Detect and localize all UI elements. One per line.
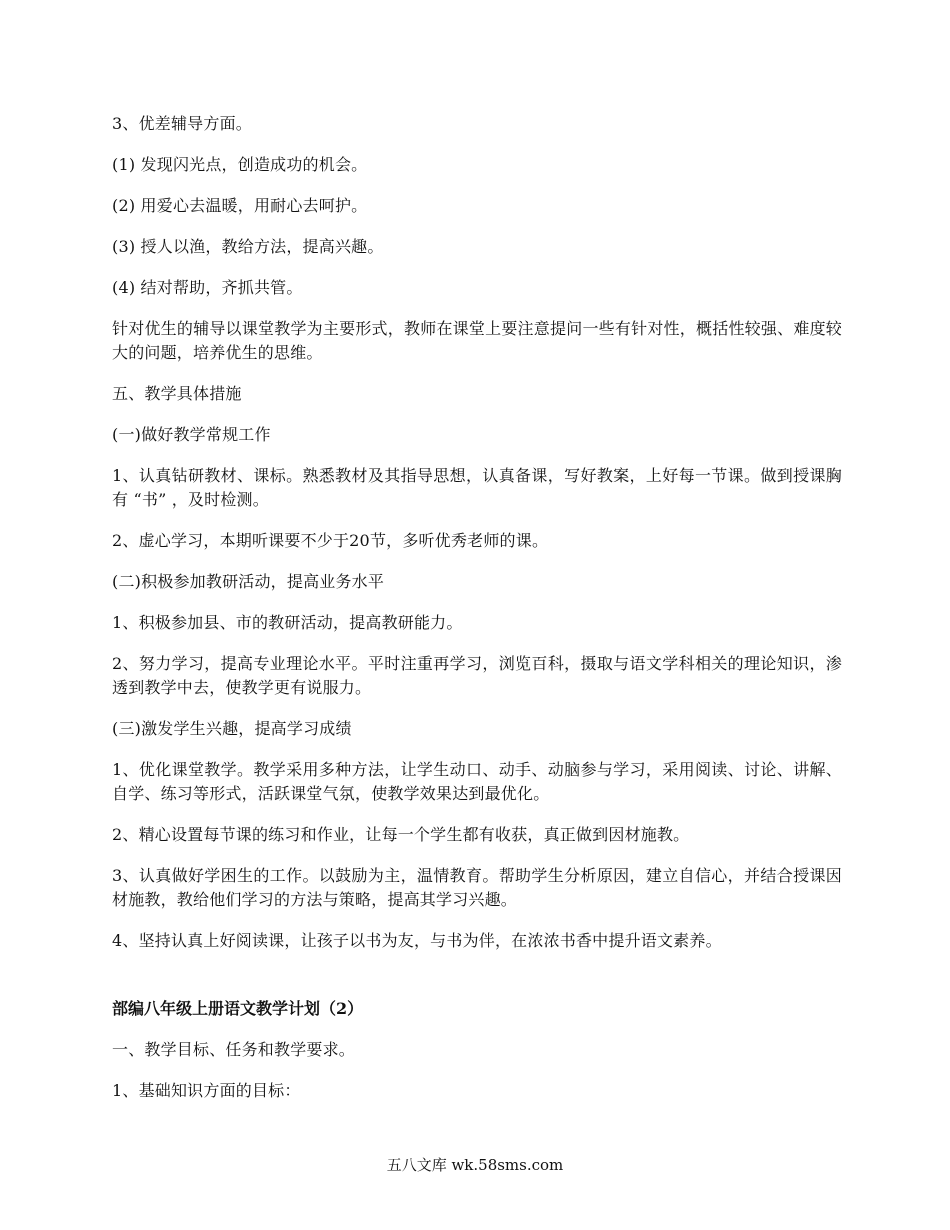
paragraph: 1、积极参加县、市的教研活动，提高教研能力。: [112, 613, 463, 632]
paragraph: 3、优差辅导方面。: [112, 114, 252, 133]
subsection-heading: (二)积极参加教研活动，提高业务水平: [112, 572, 385, 591]
paragraph: (3) 授人以渔，教给方法，提高兴趣。: [112, 237, 384, 256]
paragraph: (4) 结对帮助，齐抓共管。: [112, 278, 303, 297]
paragraph: 3、认真做好学困生的工作。以鼓励为主，温情教育。帮助学生分析原因，建立自信心，并结合授课因材施教，教给他们学习的方法与策略，提高其学习兴趣。: [112, 866, 842, 909]
document-body: [112, 112, 842, 1120]
paragraph: 1、基础知识方面的目标：: [112, 1081, 301, 1100]
paragraph: 1、认真钻研教材、课标。熟悉教材及其指导思想，认真备课，写好教案，上好每一节课。做到授课胸有 “书” ，及时检测。: [112, 466, 842, 509]
subsection-heading: (三)激发学生兴趣，提高学习成绩: [112, 719, 352, 738]
paragraph: (1) 发现闪光点，创造成功的机会。: [112, 155, 368, 174]
paragraph: 2、努力学习，提高专业理论水平。平时注重再学习，浏览百科，摄取与语文学科相关的理论知识，渗透到教学中去，使教学更有说服力。: [112, 654, 842, 697]
paragraph: 1、优化课堂教学。教学采用多种方法，让学生动口、动手、动脑参与学习，采用阅读、讨论、讲解、自学、练习等形式，活跃课堂气氛，使教学效果达到最优化。: [112, 760, 842, 803]
section-title: 部编八年级上册语文教学计划（2）: [112, 999, 364, 1018]
paragraph: 2、虚心学习，本期听课要不少于20节，多听优秀老师的课。: [112, 531, 549, 550]
paragraph: 一、教学目标、任务和教学要求。: [112, 1040, 356, 1059]
paragraph: 4、坚持认真上好阅读课，让孩子以书为友，与书为伴，在浓浓书香中提升语文素养。: [112, 931, 722, 950]
paragraph: 针对优生的辅导以课堂教学为主要形式，教师在课堂上要注意提问一些有针对性，概括性较强、难度较大的问题，培养优生的思维。: [112, 319, 842, 362]
paragraph: (2) 用爱心去温暖，用耐心去呵护。: [112, 196, 368, 215]
subsection-heading: (一)做好教学常规工作: [112, 425, 271, 444]
page-footer: 五八文库 wk.58sms.com: [386, 1156, 564, 1174]
paragraph: 2、精心设置每节课的练习和作业，让每一个学生都有收获，真正做到因材施教。: [112, 825, 690, 844]
section-heading: 五、教学具体措施: [112, 384, 242, 403]
